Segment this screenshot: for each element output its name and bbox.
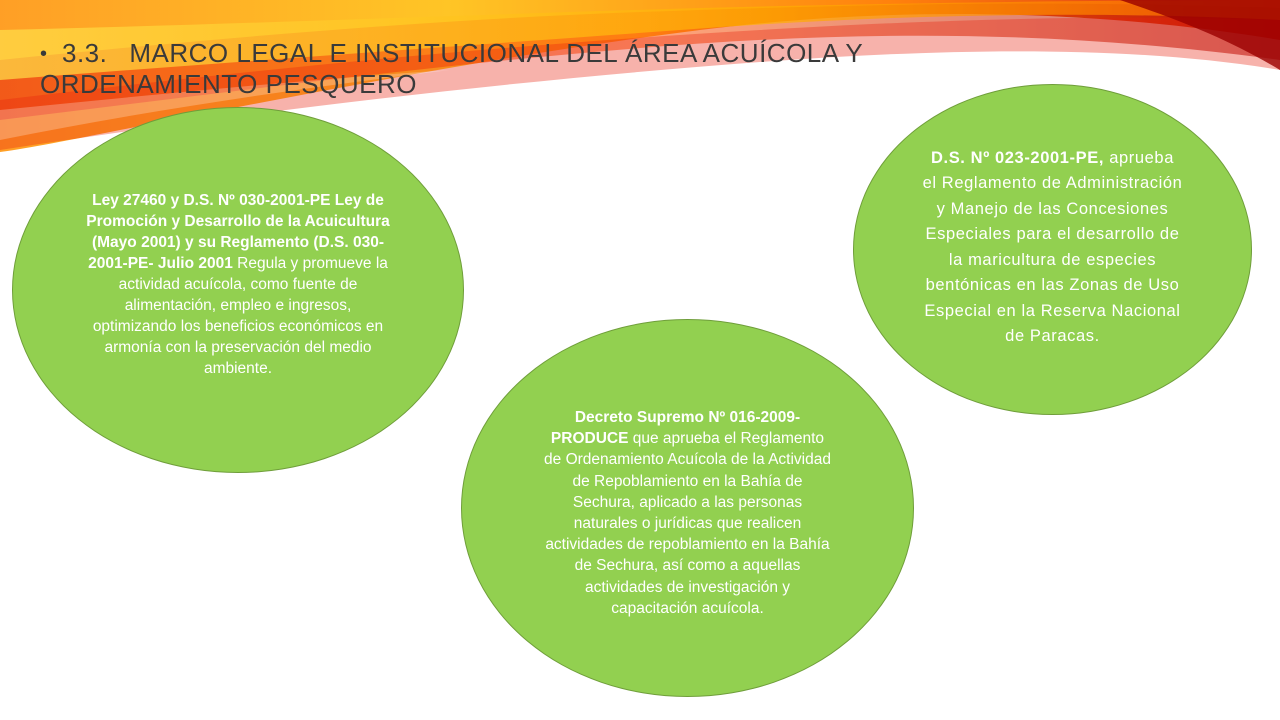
circle-ley-27460-body: Regula y promueve la actividad acuícola, como fuente de alimentación, empleo e ingresos, optimizando los beneficios económicos en armonía con la preservación del medio ambiente.: [92, 254, 388, 377]
circle-ds-023-2001: [853, 84, 1252, 415]
circle-ley-27460-text: [86, 190, 391, 379]
title-bullet: •: [40, 43, 48, 65]
circle-ds-016-2009: [461, 319, 914, 697]
title-text: MARCO LEGAL E INSTITUCIONAL DEL ÁREA ACUÍCOLA Y ORDENAMIENTO PESQUERO: [40, 38, 863, 99]
circle-ds-023-2001-text: [922, 146, 1184, 350]
slide-title: [40, 38, 940, 99]
circle-ley-27460-bold: Ley 27460 y D.S. Nº 030-2001-PE Ley de Promoción y Desarrollo de la Acuicultura (Mayo 2001) y su Reglamento (D.S. 030-2001-PE- Julio 2001: [86, 191, 390, 272]
circle-ds-016-2009-text: [543, 407, 833, 619]
circle-ds-016-2009-body: que aprueba el Reglamento de Ordenamiento Acuícola de la Actividad de Repoblamiento en la Bahía de Sechura, aplicado a las personas naturales o jurídicas que realicen actividades de repoblamiento en la Bahía de Sechura, así como a aquellas actividades de investigación y capacitación acuícola.: [544, 430, 831, 617]
circle-ds-023-2001-bold: D.S. Nº 023-2001-PE,: [931, 148, 1105, 167]
circle-ds-016-2009-bold: Decreto Supremo Nº 016-2009-PRODUCE: [550, 408, 801, 448]
circle-ley-27460: [12, 107, 464, 473]
circle-ds-023-2001-body: aprueba el Reglamento de Administración y Manejo de las Concesiones Especiales para el desarrollo de la maricultura de especies bentónicas en las Zonas de Uso Especial en la Reserva Nacional de Paracas.: [922, 148, 1183, 345]
title-number: 3.3.: [62, 38, 108, 68]
